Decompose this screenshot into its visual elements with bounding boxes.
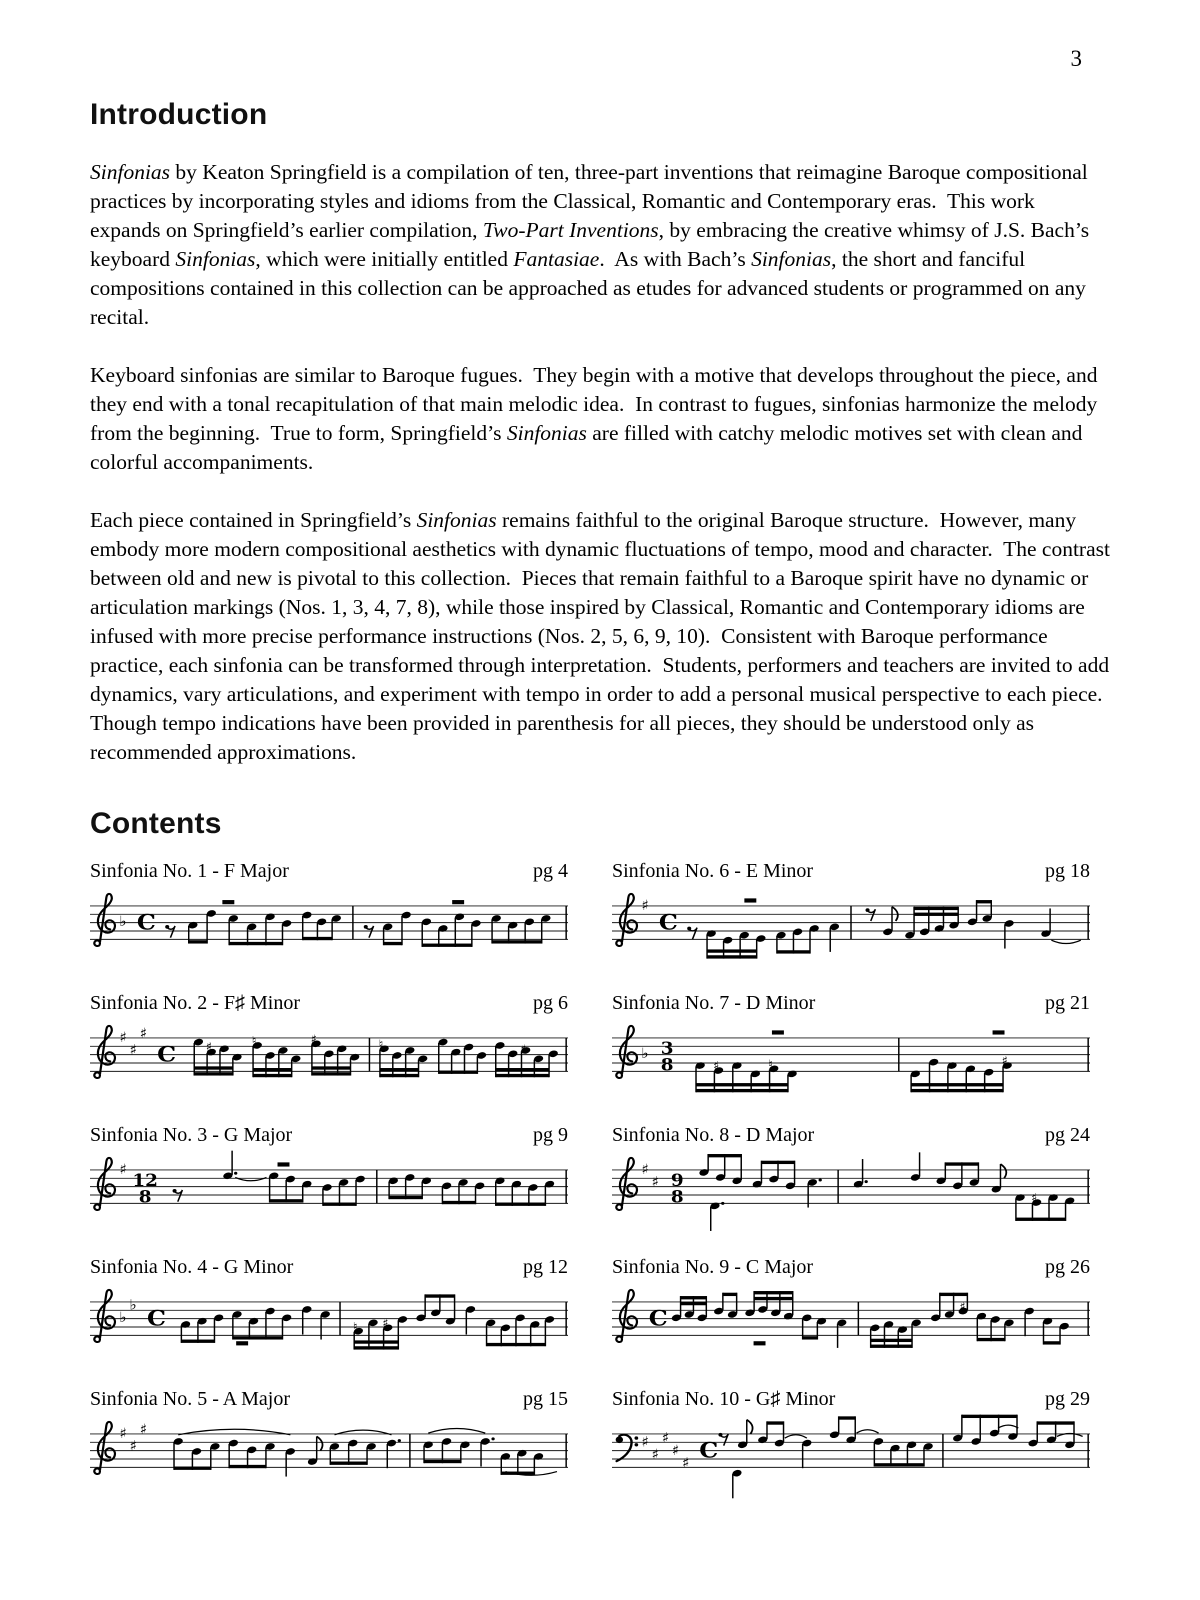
- italic-text: Sinfonias: [416, 508, 497, 532]
- entry-title: Sinfonia No. 3 - G Major: [90, 1124, 293, 1146]
- entry-page-number: pg 4: [533, 860, 568, 882]
- beam: [1016, 1218, 1066, 1221]
- beam: [723, 1293, 737, 1296]
- treble-clef-icon: [94, 1290, 115, 1342]
- music-excerpt: [612, 1413, 1090, 1505]
- beam: [496, 1074, 549, 1077]
- beam: [940, 1293, 968, 1296]
- beam: [323, 1203, 356, 1206]
- time-signature: [661, 1040, 674, 1076]
- beam: [754, 1297, 793, 1300]
- beam: [380, 1068, 419, 1071]
- accidental: ♯: [382, 1316, 389, 1330]
- svg-text:8: 8: [660, 1056, 674, 1076]
- flag: [747, 1420, 753, 1434]
- notes: [698, 1152, 1075, 1231]
- slur: [428, 1428, 485, 1433]
- entry-page-number: pg 24: [1045, 1124, 1090, 1146]
- key-signature: [119, 1421, 147, 1455]
- beam: [962, 1415, 1017, 1418]
- music-excerpt: [90, 885, 568, 977]
- entry-title: Sinfonia No. 7 - D Minor: [612, 992, 816, 1014]
- toc-entry: [90, 1255, 568, 1373]
- contents-list: [90, 859, 1110, 1505]
- beam: [312, 1072, 351, 1075]
- svg-text:♯: ♯: [139, 1420, 148, 1438]
- toc-entry: [90, 1387, 568, 1505]
- beam: [871, 1345, 912, 1348]
- intro-heading: Introduction: [90, 98, 268, 131]
- flag: [317, 1436, 323, 1450]
- key-signature: [119, 1296, 136, 1326]
- accidental: ♮: [352, 1319, 358, 1334]
- accidental: ♯: [1031, 1191, 1038, 1205]
- beam: [696, 1089, 788, 1092]
- beam: [767, 1421, 784, 1424]
- svg-text:♯: ♯: [129, 1041, 138, 1059]
- toc-entry: [612, 991, 1090, 1109]
- svg-text:C: C: [157, 1042, 177, 1068]
- body-text: Keyboard sinfonias are similar to Baroque fugues. They begin with a motive that develops throughout the piece, and they end with a tonal recapitulation of that main melodic idea. In contrast to fugues, sinfonias harmonize the melody from the beginning. True to form, Springfield’s: [90, 363, 1103, 445]
- beam: [354, 1340, 398, 1343]
- body-text: are filled with catchy melodic motives set with clean and colorful accompaniments.: [90, 421, 1088, 474]
- beam: [914, 907, 958, 910]
- beam: [496, 1203, 546, 1206]
- beam: [425, 1294, 454, 1297]
- page-number: 3: [1070, 46, 1082, 71]
- beam: [312, 1066, 351, 1069]
- accidental: ♯: [520, 1042, 527, 1056]
- beam: [189, 940, 207, 943]
- entry-page-number: pg 18: [1045, 860, 1090, 882]
- svg-text:C: C: [648, 1306, 668, 1332]
- toc-entry: [612, 859, 1090, 977]
- svg-text:♯: ♯: [641, 896, 649, 914]
- time-signature: [132, 1172, 158, 1208]
- rest-block: [993, 1030, 1005, 1034]
- italic-text: Sinfonias: [90, 160, 171, 184]
- entry-page-number: pg 21: [1045, 992, 1090, 1014]
- rest-block: [222, 900, 234, 904]
- beam: [911, 1089, 1003, 1092]
- staff-lines: [90, 906, 568, 939]
- beam: [487, 1343, 546, 1346]
- notes: [173, 1428, 557, 1476]
- beam: [439, 1071, 478, 1074]
- beam: [681, 1296, 707, 1299]
- entry-title: Sinfonia No. 1 - F Major: [90, 860, 289, 882]
- key-signature: [641, 897, 649, 914]
- rest-block: [236, 1341, 248, 1345]
- notes: [165, 900, 551, 947]
- treble-clef-icon: [94, 1422, 115, 1474]
- accidental: ♯: [713, 1059, 720, 1073]
- entry-title: Sinfonia No. 10 - G♯ Minor: [612, 1388, 836, 1410]
- rest-block: [452, 900, 464, 904]
- beam: [707, 955, 757, 958]
- slur: [785, 1435, 807, 1438]
- entry-page-number: pg 6: [533, 992, 568, 1014]
- svg-text:♭: ♭: [129, 1296, 137, 1314]
- beam: [492, 940, 542, 943]
- svg-text:♯: ♯: [651, 1445, 660, 1463]
- beam: [777, 950, 810, 953]
- intro-paragraph-1: [90, 158, 1110, 332]
- svg-text:♯: ♯: [139, 1024, 148, 1042]
- body-text: remains faithful to the original Baroque structure. However, many embody more modern compositional aesthetics with dynamic fluctuations of tempo, mood and character. The contrast between old and new is pivotal to this collection. Pieces that remain faithful to a Baroque spirit have no dynamic or articulation markings (Nos. 1, 3, 4, 7, 8), while those inspired by Classical, Romantic and Contemporary idioms are infused with more precise performance instructions (Nos. 2, 5, 6, 9, 10). Consistent with Baroque performance practice, each sinfonia can be transformed through interpretation. Students, performers and teachers are invited to add dynamics, vary articulations, and experiment with tempo in order to add a personal musical perspective to each piece. Though tempo indications have been provided in parenthesis for all pieces, they should be understood only as recommended approximations.: [90, 508, 1116, 764]
- time-signature: [699, 1438, 718, 1463]
- key-signature: [641, 1161, 659, 1191]
- music-excerpt: [612, 1281, 1090, 1373]
- intro-paragraph-2: [90, 361, 1110, 477]
- treble-clef-icon: [616, 1026, 637, 1078]
- svg-text:♯: ♯: [119, 1028, 127, 1046]
- beam: [354, 1346, 398, 1349]
- italic-text: Sinfonias: [175, 247, 256, 271]
- time-signature: [649, 1306, 668, 1331]
- entry-title: Sinfonia No. 9 - C Major: [612, 1256, 814, 1278]
- flag: [1000, 1164, 1006, 1178]
- time-signature: [671, 1172, 684, 1208]
- beam: [707, 949, 757, 952]
- entry-page-number: pg 15: [523, 1388, 568, 1410]
- notes: [718, 1415, 1082, 1499]
- slur: [1051, 940, 1080, 943]
- body-text: , the short and fanciful compositions contained in this collection can be approached as etudes for advanced students or programmed on any recital.: [90, 247, 1092, 329]
- beam: [874, 1463, 924, 1466]
- beam: [442, 1201, 475, 1204]
- svg-text:C: C: [146, 1306, 167, 1332]
- accidental: ♯: [959, 1299, 966, 1314]
- treble-clef-icon: [94, 894, 115, 946]
- treble-clef-icon: [94, 1026, 115, 1078]
- rest-block: [278, 1162, 290, 1166]
- toc-entry: [612, 1255, 1090, 1373]
- key-signature: [119, 913, 126, 930]
- bass-clef-icon: [616, 1435, 639, 1461]
- music-excerpt: [90, 1149, 568, 1241]
- italic-text: Sinfonias: [751, 247, 832, 271]
- svg-text:C: C: [658, 910, 678, 936]
- body-text: . As with Bach’s: [599, 247, 752, 271]
- music-excerpt: [612, 1017, 1090, 1109]
- svg-text:12: 12: [132, 1171, 158, 1191]
- time-signature: [659, 910, 678, 935]
- svg-text:C: C: [699, 1438, 719, 1464]
- intro-paragraph-3: [90, 506, 1116, 767]
- italic-text: Two-Part Inventions: [482, 218, 659, 242]
- beam: [914, 913, 958, 916]
- staff-lines: [90, 1434, 568, 1467]
- svg-text:♯: ♯: [641, 1160, 649, 1178]
- svg-text:C: C: [136, 910, 156, 936]
- music-excerpt: [90, 1281, 568, 1373]
- svg-text:♯: ♯: [661, 1428, 670, 1447]
- beam: [496, 1068, 549, 1071]
- rest-block: [744, 898, 756, 902]
- beam: [424, 1460, 461, 1463]
- entry-title: Sinfonia No. 4 - G Minor: [90, 1256, 294, 1278]
- beam: [253, 1068, 292, 1071]
- accidental: ♯: [205, 1039, 213, 1054]
- svg-text:♭: ♭: [119, 1308, 127, 1326]
- toc-entry: [612, 1387, 1090, 1505]
- italic-text: Fantasiae: [513, 247, 600, 271]
- svg-text:♭: ♭: [119, 912, 127, 930]
- beam: [977, 900, 992, 903]
- entry-title: Sinfonia No. 2 - F♯ Minor: [90, 992, 300, 1014]
- beam: [871, 1339, 912, 1342]
- entry-page-number: pg 29: [1045, 1388, 1090, 1410]
- key-signature: [119, 1161, 127, 1178]
- svg-text:♯: ♯: [119, 1424, 127, 1442]
- key-signature: [641, 1429, 689, 1471]
- time-signature: [157, 1042, 176, 1067]
- beam: [233, 1336, 283, 1339]
- rest-block: [772, 1030, 784, 1034]
- staff-lines: [612, 1299, 1090, 1335]
- notes: [173, 1151, 556, 1206]
- slur: [857, 1430, 879, 1433]
- svg-text:♭: ♭: [641, 1044, 649, 1062]
- entry-title: Sinfonia No. 5 - A Major: [90, 1388, 290, 1410]
- italic-text: Sinfonias: [506, 421, 587, 445]
- toc-entry: [90, 859, 568, 977]
- notes: [180, 1294, 555, 1349]
- accidental: ♮: [768, 1057, 773, 1071]
- treble-clef-icon: [616, 1290, 637, 1342]
- svg-text:♯: ♯: [129, 1437, 138, 1455]
- treble-clef-icon: [616, 1158, 637, 1210]
- beam: [945, 1162, 978, 1165]
- beam: [303, 937, 332, 940]
- accidental: ♯: [310, 1032, 317, 1046]
- beam: [229, 1465, 266, 1468]
- staff-lines: [612, 1038, 1090, 1071]
- beam: [194, 1066, 233, 1069]
- beam: [754, 1291, 793, 1294]
- entry-page-number: pg 26: [1045, 1256, 1090, 1278]
- svg-text:9: 9: [670, 1171, 684, 1191]
- svg-text:♯: ♯: [119, 1160, 127, 1178]
- key-signature: [641, 1045, 648, 1062]
- svg-text:8: 8: [138, 1188, 152, 1208]
- beam: [389, 1196, 422, 1199]
- svg-text:3: 3: [660, 1039, 674, 1059]
- accidental: ♮: [251, 1034, 257, 1048]
- beam: [839, 1416, 856, 1419]
- notes: [671, 1291, 1070, 1348]
- svg-text:8: 8: [670, 1188, 684, 1208]
- body-text: Each piece contained in Springfield’s: [90, 508, 417, 532]
- beam: [761, 1161, 794, 1164]
- music-excerpt: [612, 1149, 1090, 1241]
- body-text: , which were initially entitled: [255, 247, 514, 271]
- accidental: ♯: [1001, 1054, 1008, 1068]
- beam: [253, 1074, 292, 1077]
- beam: [194, 1072, 233, 1075]
- toc-entry: [90, 991, 568, 1109]
- beam: [181, 1340, 214, 1343]
- contents-heading: Contents: [90, 807, 222, 840]
- beam: [380, 1074, 419, 1077]
- body-text: , by embracing the creative whimsy of J.S. Bach’s keyboard: [90, 218, 1095, 271]
- time-signature: [147, 1306, 166, 1331]
- beam: [384, 942, 402, 945]
- beam: [270, 1199, 303, 1202]
- entry-page-number: pg 9: [533, 1124, 568, 1146]
- rest-block: [754, 1341, 766, 1345]
- beam: [174, 1467, 211, 1470]
- notes: [687, 898, 1081, 958]
- body-text: by Keaton Springfield is a compilation of ten, three-part inventions that reimagine Baroque compositional practices by incorporating styles and idioms from the Classical, Romantic and Contemporary eras. This work expands on Springfield’s earlier compilation,: [90, 160, 1094, 242]
- music-excerpt: [612, 885, 1090, 977]
- beam: [696, 1083, 788, 1086]
- beam: [1043, 1341, 1060, 1344]
- music-excerpt: [90, 1413, 568, 1505]
- time-signature: [137, 910, 156, 935]
- treble-clef-icon: [616, 894, 637, 946]
- svg-text:♯: ♯: [681, 1454, 690, 1472]
- beam: [229, 942, 282, 945]
- beam: [708, 1154, 741, 1157]
- beam: [330, 1462, 367, 1465]
- key-signature: [119, 1025, 147, 1059]
- beam: [681, 1302, 707, 1305]
- beam: [803, 1336, 818, 1339]
- entry-title: Sinfonia No. 6 - E Minor: [612, 860, 814, 882]
- beam: [911, 1083, 1003, 1086]
- svg-text:♯: ♯: [651, 1173, 660, 1191]
- slur: [998, 1425, 1018, 1428]
- accidental: ♮: [378, 1037, 384, 1051]
- svg-text:♯: ♯: [671, 1441, 680, 1459]
- beam: [422, 944, 472, 947]
- beam: [977, 1338, 1005, 1341]
- toc-entry: [90, 1123, 568, 1241]
- svg-text:♯: ♯: [641, 1433, 649, 1451]
- toc-entry: [612, 1123, 1090, 1241]
- treble-clef-icon: [94, 1158, 115, 1210]
- music-excerpt: [90, 1017, 568, 1109]
- notes: [695, 1030, 1013, 1092]
- entry-title: Sinfonia No. 8 - D Major: [612, 1124, 815, 1146]
- beam: [1037, 1421, 1074, 1424]
- entry-page-number: pg 12: [523, 1256, 568, 1278]
